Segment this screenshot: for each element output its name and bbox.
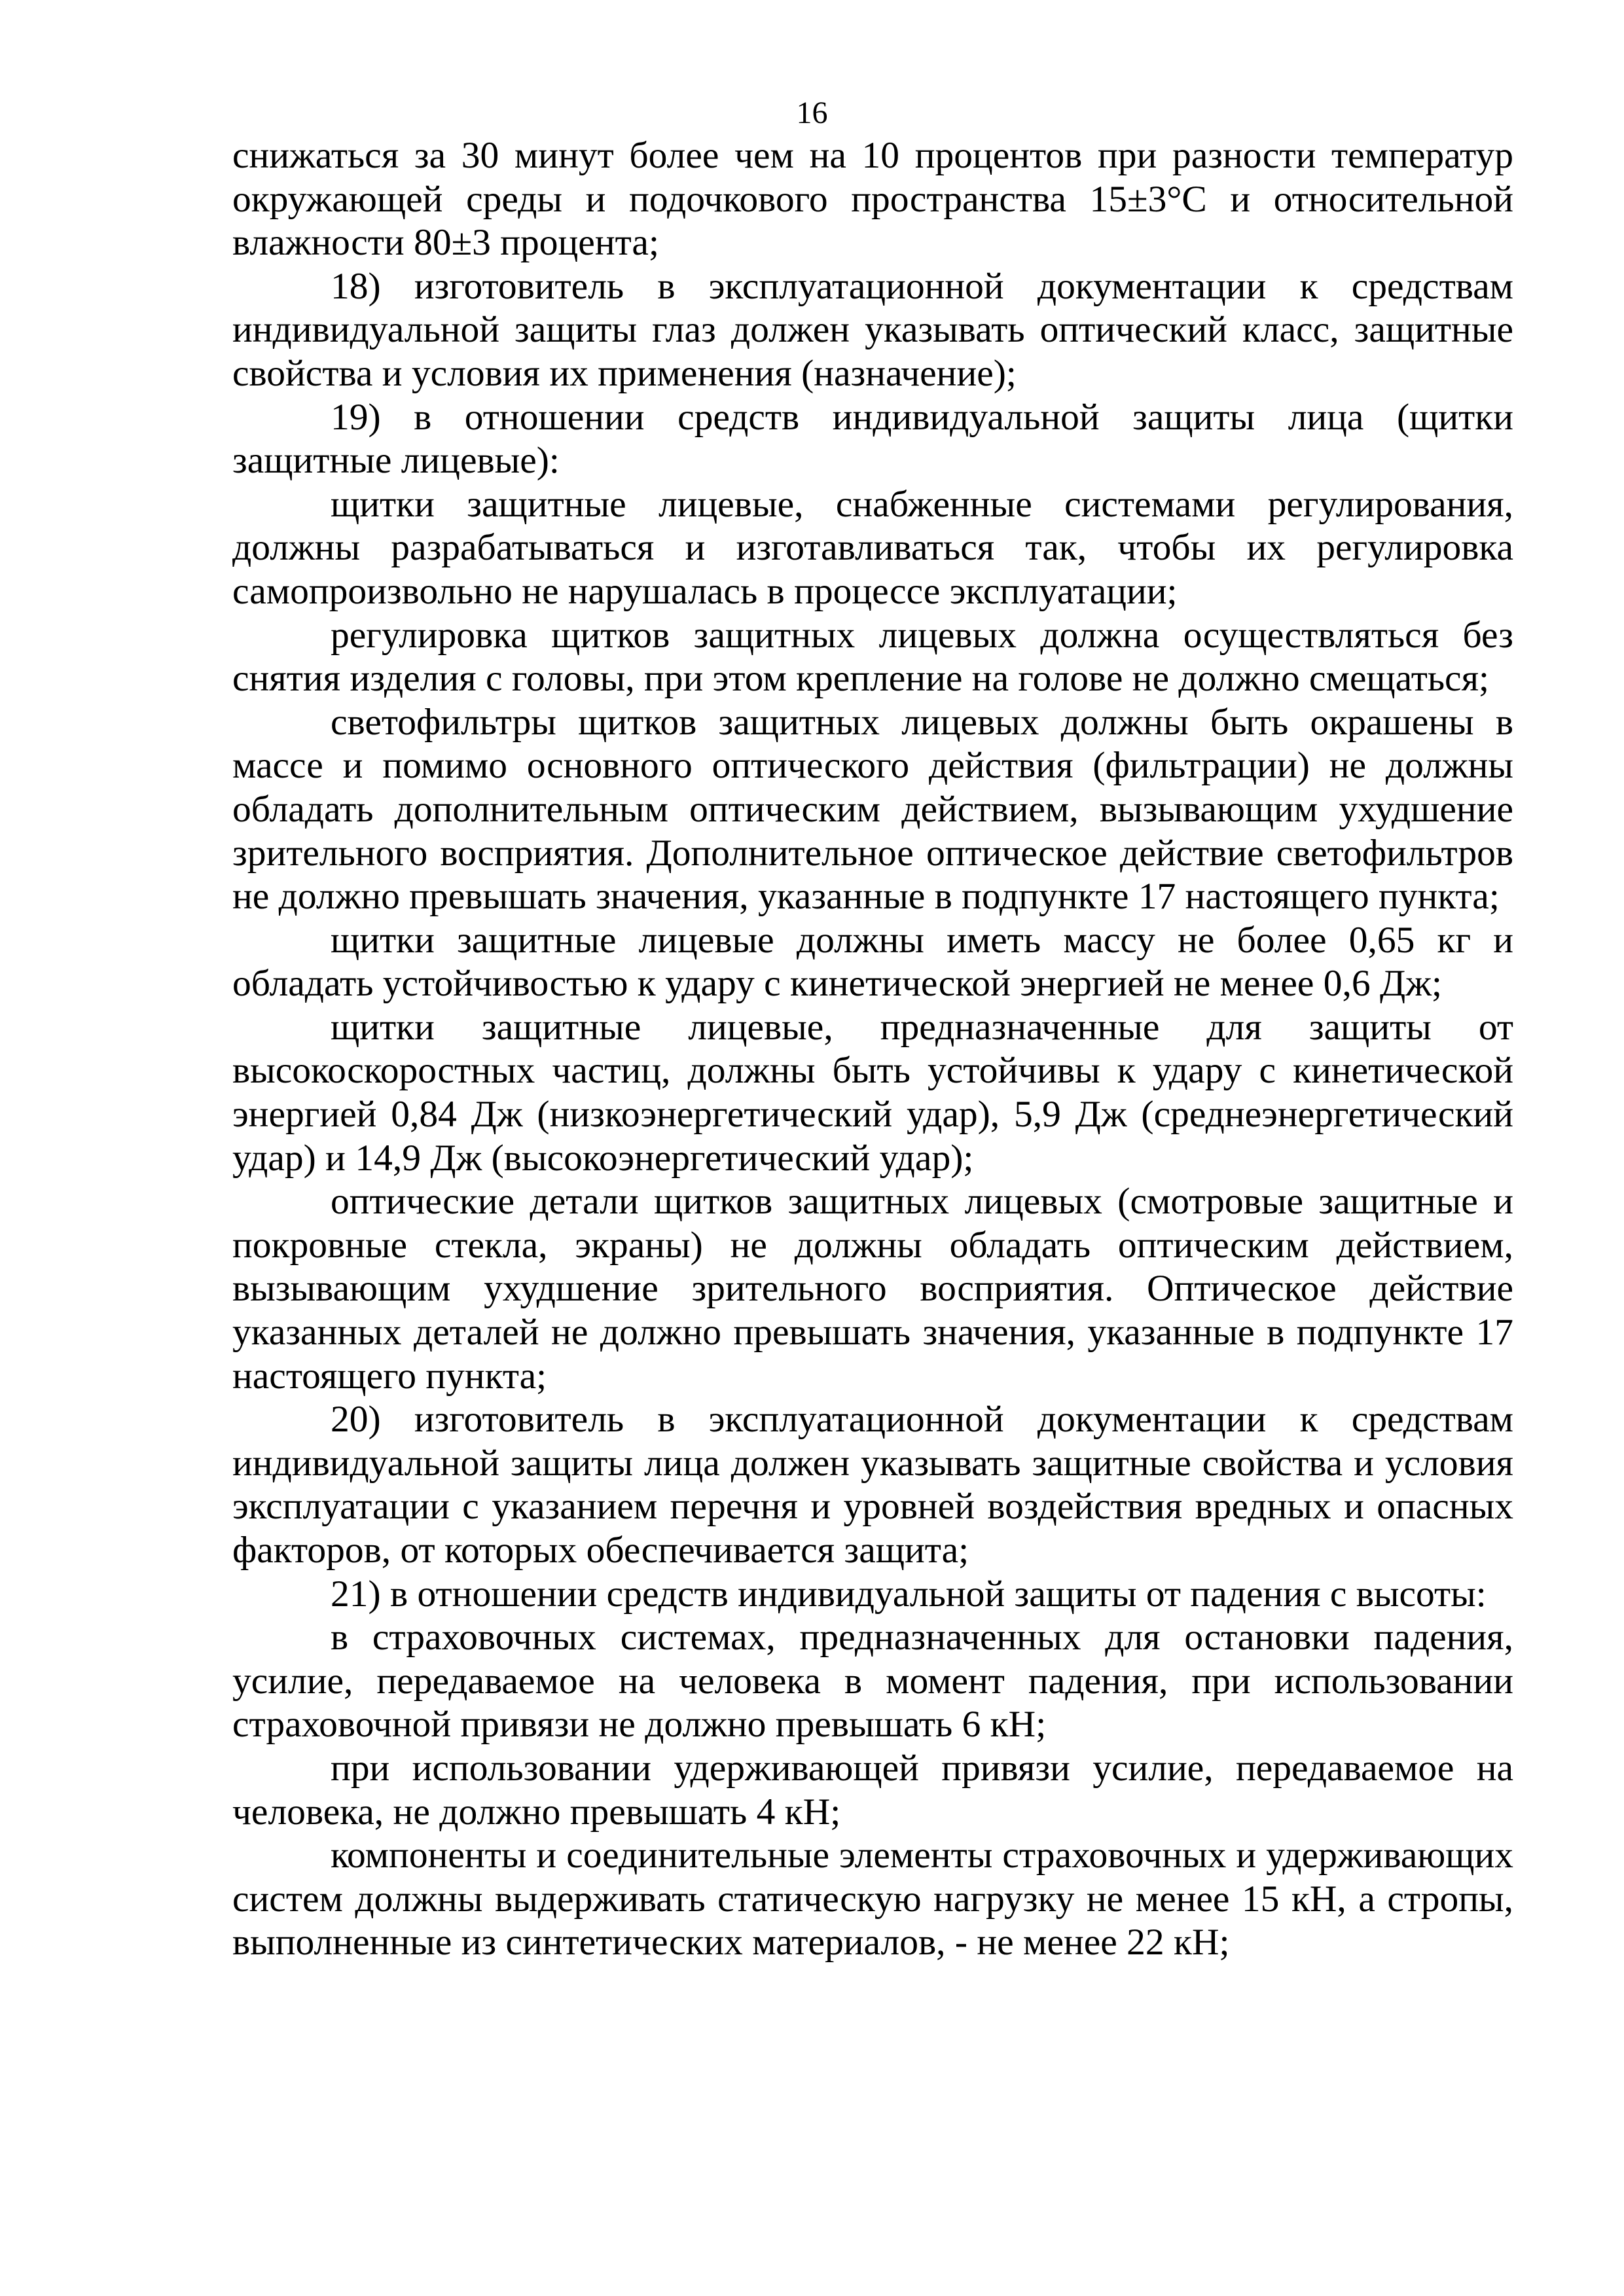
paragraph-light-filters: светофильтры щитков защитных лицевых должны быть окрашены в массе и помимо основного оптического действия (фильтрации) не должны обладать дополнительным оптическим действием, вызывающим ухудшение зрительного восприятия. Дополнительное оптическое действие светофильтров не должно превышать значения, указанные в подпункте 17 настоящего пункта;: [232, 701, 1513, 918]
paragraph-item-20: 20) изготовитель в эксплуатационной документации к средствам индивидуальной защиты лица должен указывать защитные свойства и условия эксплуатации с указанием перечня и уровней воздействия вредных и опасных факторов, от которых обеспечивается защита;: [232, 1399, 1513, 1571]
paragraph-shield-mass: щитки защитные лицевые должны иметь массу не более 0,65 кг и обладать устойчивостью к удару с кинетической энергией не менее 0,6 Дж;: [232, 919, 1513, 1005]
paragraph-adjustment-without-removal: регулировка щитков защитных лицевых должна осуществляться без снятия изделия с головы, при этом крепление на голове не должно смещаться;: [232, 614, 1513, 700]
paragraph-fall-arrest-systems: в страховочных системах, предназначенных для остановки падения, усилие, передаваемое на человека в момент падения, при использовании страховочной привязи не должно превышать 6 кН;: [232, 1617, 1513, 1746]
document-body: [232, 134, 1513, 1965]
paragraph-high-speed-particles: щитки защитные лицевые, предназначенные для защиты от высокоскоростных частиц, должны быть устойчивы к удару с кинетической энергией 0,84 Дж (низкоэнергетический удар), 5,9 Дж (среднеэнергетический удар) и 14,9 Дж (высокоэнергетический удар);: [232, 1006, 1513, 1179]
paragraph-item-19: 19) в отношении средств индивидуальной защиты лица (щитки защитные лицевые):: [232, 396, 1513, 482]
paragraph-item-21: 21) в отношении средств индивидуальной защиты от падения с высоты:: [331, 1573, 1487, 1615]
paragraph-continuation: снижаться за 30 минут более чем на 10 процентов при разности температур окружающей среды и подочкового пространства 15±3°С и относительной влажности 80±3 процента;: [232, 135, 1513, 264]
paragraph-optical-parts: оптические детали щитков защитных лицевых (смотровые защитные и покровные стекла, экраны) не должны обладать оптическим действием, вызывающим ухудшение зрительного восприятия. Оптическое действие указанных деталей не должно превышать значения, указанные в подпункте 17 настоящего пункта;: [232, 1181, 1513, 1397]
page-number: 16: [796, 96, 828, 130]
paragraph-static-load: компоненты и соединительные элементы страховочных и удерживающих систем должны выдерживать статическую нагрузку не менее 15 кН, а стропы, выполненные из синтетических материалов, - не менее 22 кН;: [232, 1835, 1513, 1964]
paragraph-face-shields-adjustment: щитки защитные лицевые, снабженные системами регулирования, должны разрабатываться и изготавливаться так, чтобы их регулировка самопроизвольно не нарушалась в процессе эксплуатации;: [232, 483, 1513, 612]
paragraph-restraint-harness: при использовании удерживающей привязи усилие, передаваемое на человека, не должно превышать 4 кН;: [232, 1747, 1513, 1833]
paragraph-item-18: 18) изготовитель в эксплуатационной документации к средствам индивидуальной защиты глаз должен указывать оптический класс, защитные свойства и условия их применения (назначение);: [232, 265, 1513, 394]
